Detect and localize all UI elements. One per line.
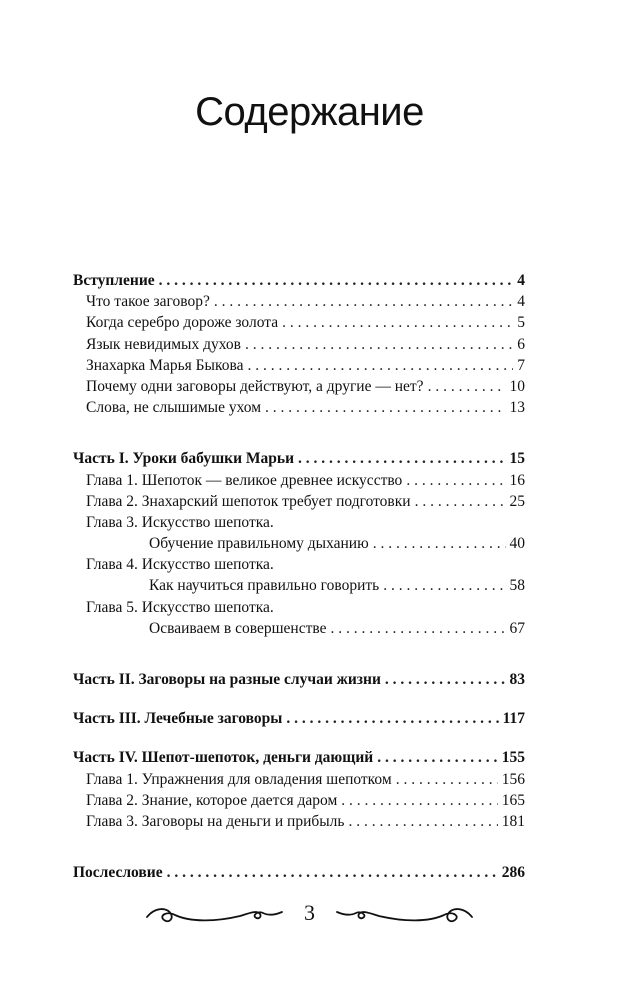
toc-entry[interactable] <box>73 312 525 333</box>
toc-label: Часть II. Заговоры на разные случаи жизни <box>73 671 381 688</box>
toc-entry-part-3[interactable] <box>73 708 525 729</box>
dot-leader <box>383 575 505 596</box>
dot-leader <box>415 491 506 512</box>
toc-page: 4 <box>517 272 525 289</box>
toc-page: 155 <box>501 749 525 767</box>
table-of-contents <box>73 270 525 883</box>
toc-entry-afterword[interactable] <box>73 862 525 883</box>
page-footer <box>0 898 619 932</box>
toc-entry-intro[interactable] <box>73 270 525 291</box>
toc-label: Часть IV. Шепот-шепоток, деньги дающий <box>73 749 374 767</box>
toc-entry[interactable] <box>73 470 525 491</box>
toc-entry-line1[interactable] <box>73 554 525 575</box>
toc-label: Глава 5. Искусство шепотка. <box>86 598 274 616</box>
toc-page: 10 <box>509 377 525 395</box>
toc-label: Слова, не слышимые ухом <box>86 399 262 417</box>
toc-page: 181 <box>501 812 525 830</box>
toc-label: Знахарка Марья Быкова <box>86 356 244 374</box>
toc-label: Часть III. Лечебные заговоры <box>73 710 283 728</box>
toc-entry[interactable] <box>73 397 525 418</box>
toc-page: 4 <box>517 293 525 311</box>
toc-entry-part-2[interactable] <box>73 669 525 690</box>
toc-page: 58 <box>509 577 525 595</box>
toc-entry[interactable] <box>73 491 525 512</box>
toc-label: Глава 2. Знахарский шепоток требует подготовки <box>86 492 411 510</box>
toc-entry[interactable] <box>73 533 525 554</box>
dot-leader <box>159 270 514 291</box>
toc-entry[interactable] <box>73 376 525 397</box>
toc-entry[interactable] <box>73 811 525 832</box>
toc-label: Глава 4. Искусство шепотка. <box>86 556 274 574</box>
toc-page: 15 <box>509 450 525 468</box>
toc-page: 165 <box>501 791 525 809</box>
toc-page: 6 <box>517 335 525 353</box>
toc-page: 16 <box>509 471 525 489</box>
toc-page: 25 <box>509 492 525 510</box>
dot-leader <box>286 708 498 729</box>
dot-leader <box>377 747 498 768</box>
toc-label: Язык невидимых духов <box>86 335 241 353</box>
toc-label: Осваиваем в совершенстве <box>149 619 327 637</box>
right-flourish-icon <box>334 902 474 932</box>
toc-label: Глава 1. Шепоток — великое древнее искусство <box>86 471 403 489</box>
toc-page: 156 <box>501 770 525 788</box>
toc-page: 13 <box>509 399 525 417</box>
dot-leader <box>298 448 505 469</box>
dot-leader <box>385 669 506 690</box>
dot-leader <box>245 334 513 355</box>
dot-leader <box>373 533 506 554</box>
toc-entry-line1[interactable] <box>73 512 525 533</box>
toc-label: Глава 3. Заговоры на деньги и прибыль <box>86 812 345 830</box>
toc-label: Что такое заговор? <box>86 293 210 311</box>
toc-entry[interactable] <box>73 334 525 355</box>
toc-label: Почему одни заговоры действуют, а другие — нет? <box>86 377 424 395</box>
toc-label: Глава 1. Упражнения для овладения шепотком <box>86 770 392 788</box>
toc-page: 117 <box>502 710 525 728</box>
toc-entry[interactable] <box>73 575 525 596</box>
toc-entry-part-4[interactable] <box>73 747 525 768</box>
toc-page: 83 <box>509 671 525 688</box>
dot-leader <box>265 397 505 418</box>
dot-leader <box>330 618 505 639</box>
toc-label: Часть I. Уроки бабушки Марьи <box>73 450 295 468</box>
toc-label: Глава 2. Знание, которое дается даром <box>86 791 338 809</box>
toc-page: 40 <box>509 535 525 553</box>
dot-leader <box>406 470 505 491</box>
toc-entry[interactable] <box>73 355 525 376</box>
toc-page: 67 <box>509 619 525 637</box>
toc-entry[interactable] <box>73 769 525 790</box>
dot-leader <box>247 355 513 376</box>
dot-leader <box>428 376 506 397</box>
dot-leader <box>282 312 513 333</box>
toc-page: 286 <box>501 864 525 882</box>
toc-label: Послесловие <box>73 864 163 882</box>
toc-entry[interactable] <box>73 618 525 639</box>
toc-label: Глава 3. Искусство шепотка. <box>86 513 274 531</box>
toc-label: Обучение правильному дыханию <box>149 535 369 553</box>
toc-entry-part-1[interactable] <box>73 448 525 469</box>
page-title: Содержание <box>195 90 424 134</box>
dot-leader <box>167 862 498 883</box>
toc-label: Как научиться правильно говорить <box>149 577 380 595</box>
toc-page: 7 <box>517 356 525 374</box>
toc-entry-line1[interactable] <box>73 597 525 618</box>
page-number: 3 <box>304 900 315 925</box>
toc-entry[interactable] <box>73 790 525 811</box>
dot-leader <box>214 291 513 312</box>
toc-label: Когда серебро дороже золота <box>86 314 279 332</box>
dot-leader <box>348 811 497 832</box>
toc-label: Вступление <box>73 272 155 289</box>
toc-entry[interactable] <box>73 291 525 312</box>
toc-page: 5 <box>517 314 525 332</box>
dot-leader <box>341 790 497 811</box>
dot-leader <box>396 769 498 790</box>
